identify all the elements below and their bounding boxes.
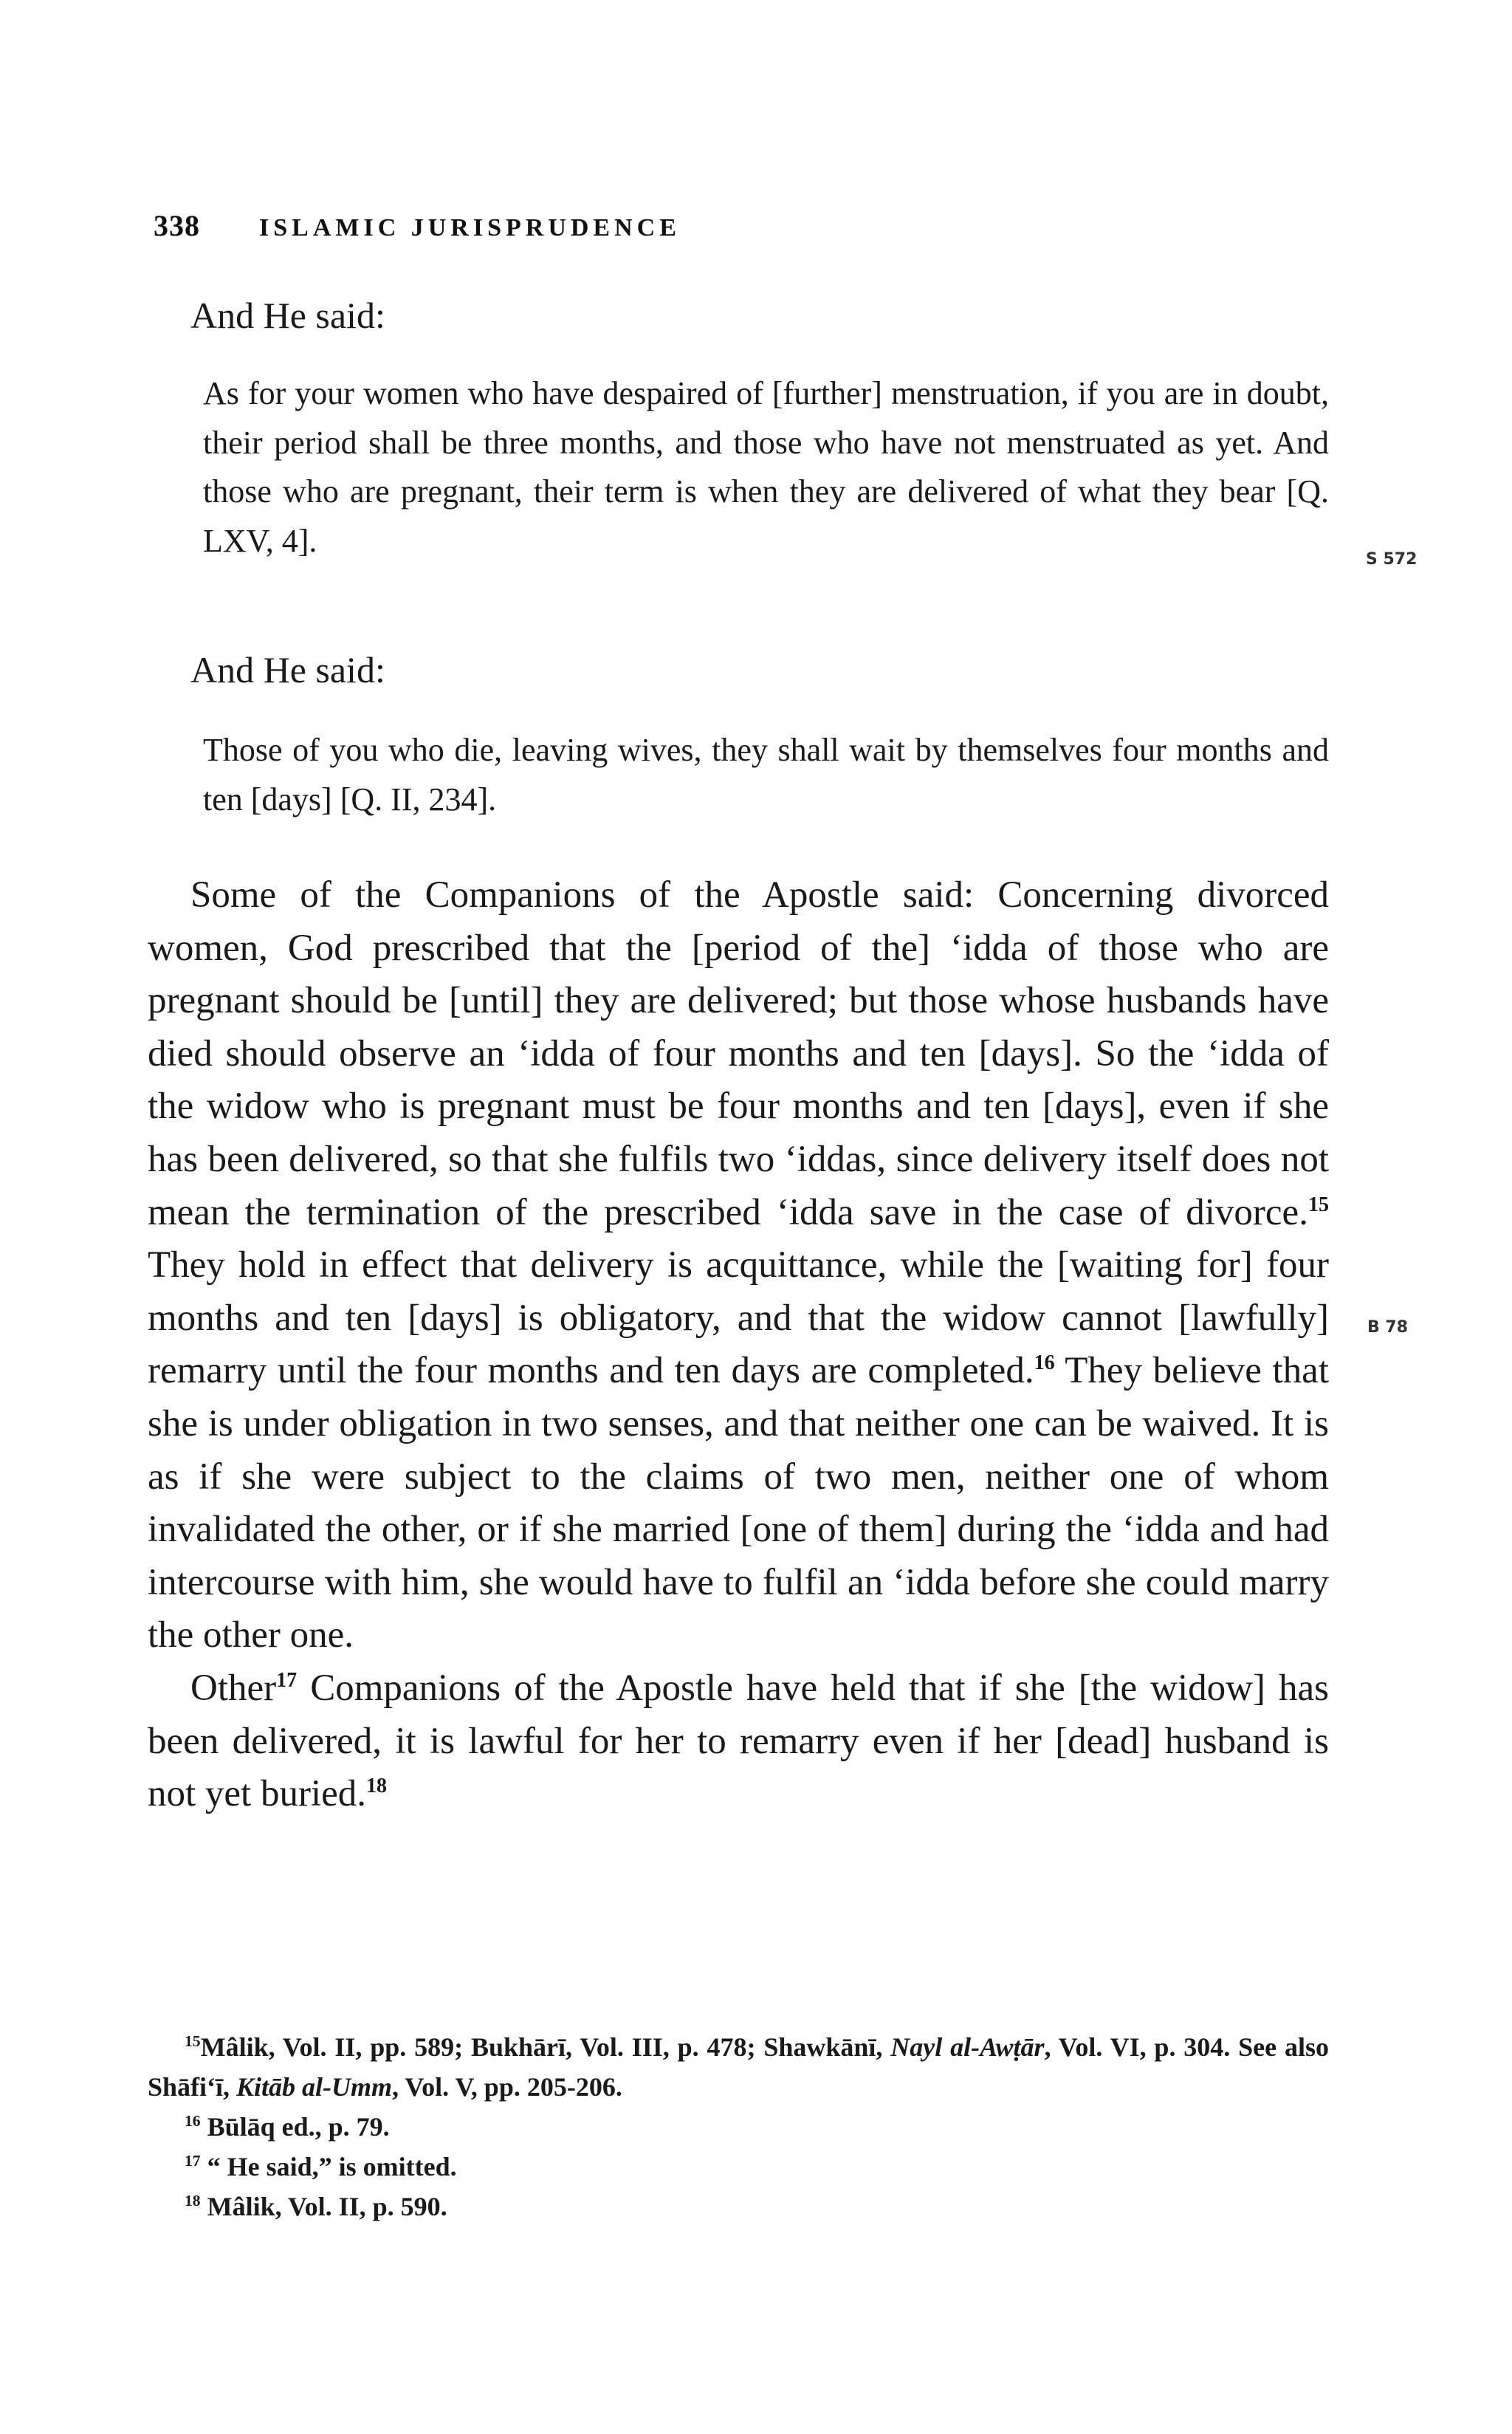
footnotes bbox=[148, 2027, 1329, 2226]
page-number: 338 bbox=[154, 209, 200, 242]
footnote-16: $^{16}$ Būlāq ed., p. 79. bbox=[185, 2112, 390, 2142]
paragraph-2: Other$^{17}$ Companions of the Apostle have held that if she [the widow] has been delivered, it is lawful for her to remarry even if her [dead] husband is not yet buried.$^{18}$ bbox=[148, 1667, 1329, 1815]
footnote-17: $^{17}$ “ He said,” is omitted. bbox=[185, 2152, 457, 2181]
intro-line-2: And He said: bbox=[190, 649, 385, 690]
footnote-ref-15: 15 bbox=[1307, 1193, 1329, 1216]
footnote-ref-16: 16 bbox=[1034, 1351, 1055, 1375]
footnote-18: $^{18}$ Mâlik, Vol. II, p. 590. bbox=[185, 2192, 447, 2221]
footnote-ref-17: 17 bbox=[276, 1668, 298, 1692]
block-quote-2: Those of you who die, leaving wives, they shall wait by themselves four months and ten [days] [Q. II, 234]. bbox=[203, 732, 1329, 817]
footnote-ref-18: 18 bbox=[366, 1775, 388, 1798]
main-text bbox=[148, 869, 1329, 1821]
paragraph-1: Some of the Companions of the Apostle said: Concerning divorced women, God prescribed that the [period of the] ‘idda of those who are pregnant should be [until] they are delivered; but those whose husbands have died should observe an ‘idda of four months and ten [days]. So the ‘idda of the widow who is pregnant must be four months and ten [days], even if she has been delivered, so that she fulfils two ‘iddas, since delivery itself does not mean the termination of the prescribed ‘idda save in the case of divorce.$^{15}$ They hold in effect that delivery is acquittance, while the [waiting for] four months and ten [days] is obligatory, and that the widow cannot [lawfully] remarry until the four months and ten days are completed.$^{16}$ They believe that she is under obligation in two senses, and that neither one can be waived. It is as if she were subject to the claims of two men, neither one of whom invalidated the other, or if she married [one of them] during the ‘idda and had intercourse with him, she would have to fulfil an ‘idda before she could marry the other one. bbox=[148, 874, 1329, 1656]
margin-note-s: S 572 bbox=[1366, 550, 1418, 569]
running-header bbox=[154, 208, 681, 243]
footnote-15: $^{15}$Mâlik, Vol. II, pp. 589; Bukhārī, Vol. III, p. 478; Shawkānī, Nayl al-Awṭār, Vol. VI, p. 304. See also Shāfi‘ī, Kitāb al-Umm, Vol. V, pp. 205-206. bbox=[148, 2032, 1329, 2102]
block-quote-1: As for your women who have despaired of [further] menstruation, if you are in doubt, their period shall be three months, and those who have not menstruated as yet. And those who are pregnant, their term is when they are delivered of what they bear [Q. LXV, 4]. bbox=[203, 375, 1329, 559]
running-title: ISLAMIC JURISPRUDENCE bbox=[259, 214, 681, 241]
margin-note-b: B 78 bbox=[1367, 1318, 1409, 1337]
intro-line-1: And He said: bbox=[190, 295, 385, 336]
